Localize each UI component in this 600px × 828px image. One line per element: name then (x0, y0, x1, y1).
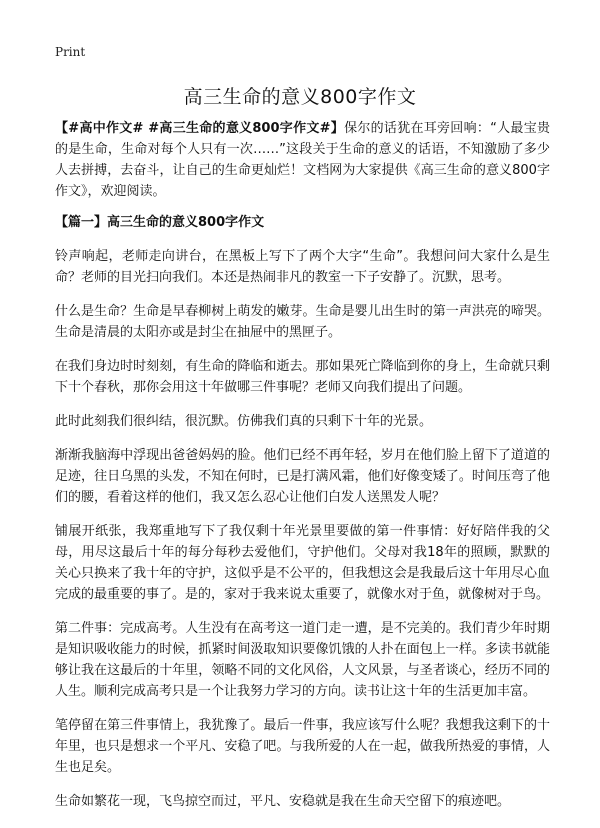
section-heading: 【篇一】高三生命的意义800字作文 (55, 215, 265, 230)
paragraph: 生命如繁花一现，飞鸟掠空而过，平凡、安稳就是我在生命天空留下的痕迹吧。 (55, 794, 511, 809)
print-link[interactable]: Print (55, 45, 86, 59)
page-title: 高三生命的意义800字作文 (183, 86, 417, 108)
intro-tag: 【#高中作文# #高三生命的意义800字作文#】 (55, 121, 345, 136)
paragraph: 铺展开纸张，我郑重地写下了我仅剩十年光景里要做的第一件事情：好好陪伴我的父母，用尽这最后十年的每分每秒去爱他们，守护他们。父母对我18年的照顾，默默的关心只换来了我十年的守护，这似乎是不公平的，但我想这会是我最后这十年用尽心血完成的最重要的事了。是的，家对于我来说太重要了，就像水对于鱼，就像树对于鸟。 (55, 524, 550, 602)
paragraph: 笔停留在第三件事情上，我犹豫了。最后一件事，我应该写什么呢？我想我这剩下的十年里，也只是想求一个平凡、安稳了吧。与我所爱的人在一起，做我所热爱的事情，人生也足矣。 (55, 718, 550, 775)
intro-paragraph (55, 118, 550, 202)
paragraph: 铃声响起，老师走向讲台，在黑板上写下了两个大字“生命”。我想问问大家什么是生命？老师的目光扫向我们。本还是热闹非凡的教室一下子安静了。沉默，思考。 (55, 249, 550, 285)
paragraph: 此时此刻我们很纠结，很沉默。仿佛我们真的只剩下十年的光景。 (55, 414, 433, 429)
paragraph: 第二件事：完成高考。人生没有在高考这一道门走一遭，是不完美的。我们青少年时期是知识吸收能力的时候，抓紧时间汲取知识要像饥饿的人扑在面包上一样。多读书就能够让我在这最后的十年里，领略不同的文化风俗，人文风景，与圣者谈心，经历不同的人生。顺利完成高考只是一个让我努力学习的方向。读书让这十年的生活更加丰富。 (55, 621, 550, 699)
paragraph: 在我们身边时时刻刻，有生命的降临和逝去。那如果死亡降临到你的身上，生命就只剩下十个春秋，那你会用这十年做哪三件事呢？老师又向我们提出了问题。 (55, 359, 550, 395)
paragraph: 渐渐我脑海中浮现出爸爸妈妈的脸。他们已经不再年轻，岁月在他们脸上留下了道道的足迹，往日乌黑的头发，不知在何时，已是打满风霜，他们好像变矮了。时间压弯了他们的腰，看着这样的他们，我又怎么忍心让他们白发人送黑发人呢？ (55, 448, 550, 505)
paragraph: 什么是生命？生命是早春柳树上萌发的嫩芽。生命是婴儿出生时的第一声洪亮的啼哭。生命是清晨的太阳亦或是封尘在抽屉中的黑匣子。 (55, 304, 550, 340)
intro-text: 保尔的话犹在耳旁回响：“人最宝贵的是生命，生命对每个人只有一次……”这段关于生命的意义的话语，不知激励了多少人去拼搏，去奋斗，让自己的生命更灿烂！文档网为大家提供《高三生命的意义800字作文》，欢迎阅读。 (55, 121, 550, 199)
article-body (55, 118, 550, 825)
